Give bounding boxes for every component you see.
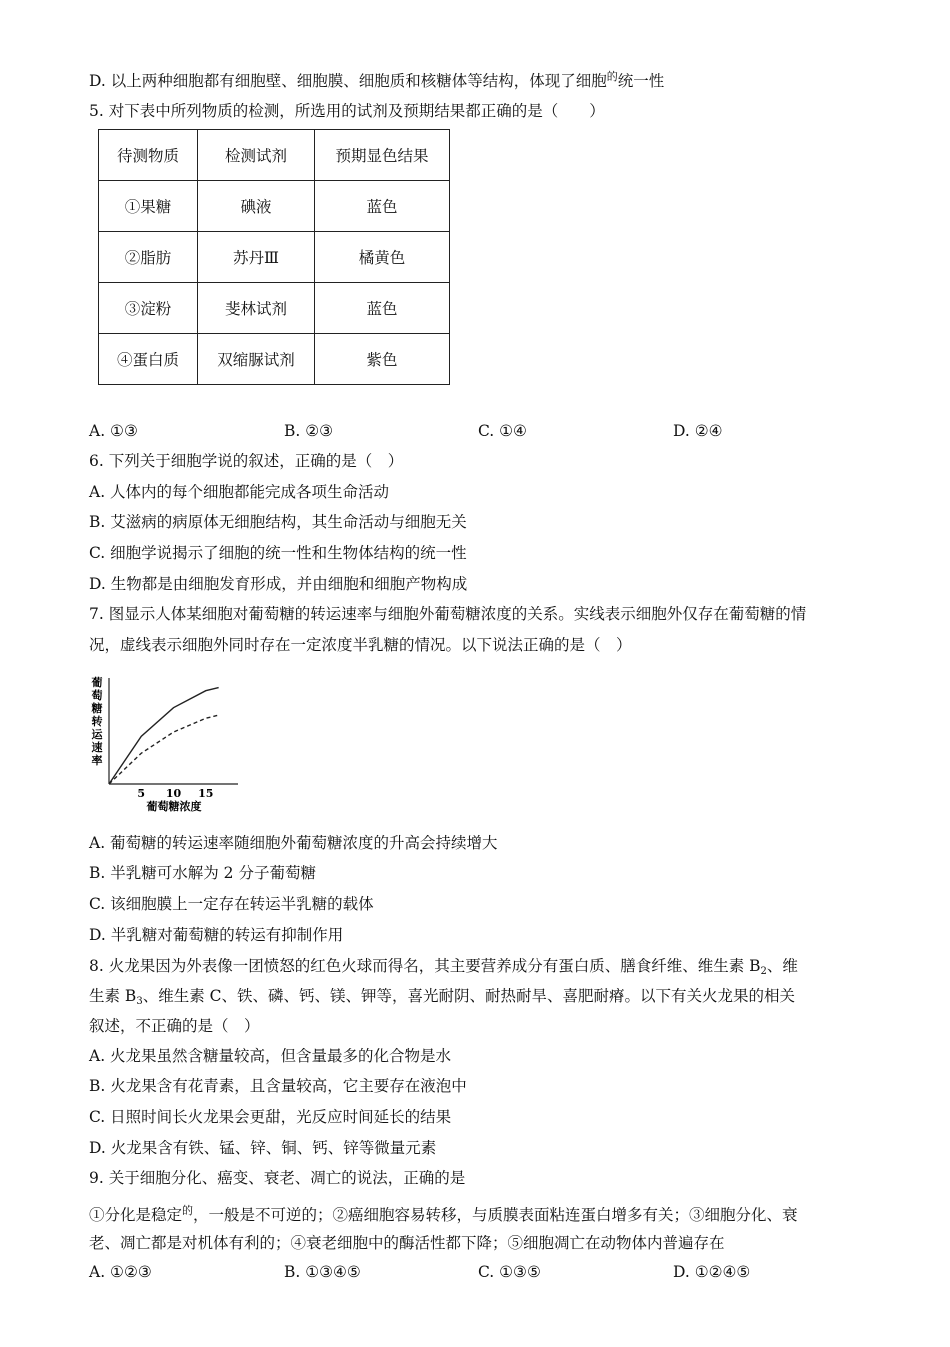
q8-option-c[interactable]: C. 日照时间长火龙果会更甜，光反应时间延长的结果 (89, 1108, 452, 1126)
q5-option-d[interactable]: D. ②④ (673, 422, 723, 440)
transport-rate-chart (88, 670, 258, 820)
y-axis-label (92, 675, 104, 767)
table-row (99, 334, 450, 385)
q5-option-a[interactable]: A. ①③ (89, 422, 138, 440)
x-tick-label: 5 (137, 787, 146, 800)
y-label-char: 率 (91, 754, 103, 767)
q5-option-c[interactable]: C. ①④ (478, 422, 527, 440)
table-cell: 蓝色 (315, 283, 450, 334)
q4-option-d[interactable] (89, 71, 664, 93)
q7-option-c[interactable]: C. 该细胞膜上一定存在转运半乳糖的载体 (89, 895, 374, 913)
x-tick-label: 15 (198, 787, 214, 800)
table-row (99, 181, 450, 232)
q9-stem: 9. 关于细胞分化、癌变、衰老、凋亡的说法，正确的是 (89, 1169, 466, 1187)
y-label-char: 速 (91, 741, 103, 754)
table-header: 预期显色结果 (315, 130, 450, 181)
q9-option-b[interactable]: B. ①③④⑤ (284, 1263, 361, 1281)
q6-option-c[interactable]: C. 细胞学说揭示了细胞的统一性和生物体结构的统一性 (89, 544, 467, 562)
q8-line2-text-end: 、维生素 C、铁、磷、钙、镁、钾等，喜光耐阴、耐热耐旱、喜肥耐瘠。以下有关火龙果的相关 (142, 987, 795, 1005)
q6-stem: 6. 下列关于细胞学说的叙述，正确的是（ ） (89, 452, 404, 470)
q6-option-a[interactable]: A. 人体内的每个细胞都能完成各项生命活动 (89, 483, 390, 501)
table-cell: 双缩脲试剂 (198, 334, 315, 385)
q8-option-a[interactable]: A. 火龙果虽然含糖量较高，但含量最多的化合物是水 (89, 1047, 452, 1065)
table-cell: ③淀粉 (99, 283, 198, 334)
q7-option-a[interactable]: A. 葡萄糖的转运速率随细胞外葡萄糖浓度的升高会持续增大 (89, 834, 498, 852)
table-cell: 紫色 (315, 334, 450, 385)
q8-line2-sub: 3 (136, 996, 143, 1007)
y-label-char (92, 675, 104, 767)
q9-option-c[interactable]: C. ①③⑤ (478, 1263, 541, 1281)
table-cell: 斐林试剂 (198, 283, 315, 334)
table-cell: ④蛋白质 (99, 334, 198, 385)
y-label-char: 转 (91, 715, 103, 728)
q9-line1-text: ①分化是稳定 (89, 1206, 183, 1224)
table-cell: 橘黄色 (315, 232, 450, 283)
q8-line1-text: 8. 火龙果因为外表像一团愤怒的红色火球而得名，其主要营养成分有蛋白质、膳食纤维、维生素 B (89, 957, 761, 975)
table-cell: 碘液 (198, 181, 315, 232)
solid-series-line (109, 688, 219, 784)
q6-option-b[interactable]: B. 艾滋病的病原体无细胞结构，其生命活动与细胞无关 (89, 513, 467, 531)
q8-line1-text-end: 、维 (766, 957, 798, 975)
q8-option-b[interactable]: B. 火龙果含有花青素，且含量较高，它主要存在液泡中 (89, 1077, 467, 1095)
q9-statement-line2: 老、凋亡都是对机体有利的；④衰老细胞中的酶活性都下降；⑤细胞凋亡在动物体内普遍存在 (89, 1234, 725, 1252)
q5-table (98, 129, 450, 385)
table-cell: ①果糖 (99, 181, 198, 232)
q6-option-d[interactable]: D. 生物都是由细胞发育形成，并由细胞和细胞产物构成 (89, 575, 468, 593)
q8-line2-text: 生素 B (89, 987, 137, 1005)
q8-option-d[interactable]: D. 火龙果含有铁、锰、锌、铜、钙、锌等微量元素 (89, 1139, 437, 1157)
q4-option-d-sup: 的 (606, 70, 618, 83)
q4-option-d-text: D. 以上两种细胞都有细胞壁、细胞膜、细胞质和核糖体等结构，体现了细胞 (89, 72, 607, 90)
y-label-char: 糖 (91, 702, 103, 715)
series-layer (109, 688, 219, 784)
q5-stem: 5. 对下表中所列物质的检测，所选用的试剂及预期结果都正确的是（ ） (89, 102, 605, 120)
q8-stem-line1 (89, 956, 798, 979)
table-cell: ②脂肪 (99, 232, 198, 283)
y-label-char: 运 (91, 728, 103, 741)
tick-layer (137, 787, 213, 800)
q9-line1-text-end: ，一般是不可逆的；②癌细胞容易转移，与质膜表面粘连蛋白增多有关；③细胞分化、衰 (193, 1206, 798, 1224)
q8-stem-line2 (89, 986, 795, 1009)
dashed-series-line (109, 715, 219, 784)
q8-line1-sub: 2 (760, 966, 767, 977)
q9-option-a[interactable]: A. ①②③ (89, 1263, 152, 1281)
table-cell: 苏丹Ⅲ (198, 232, 315, 283)
table-row (99, 283, 450, 334)
q7-stem-line1: 7. 图显示人体某细胞对葡萄糖的转运速率与细胞外葡萄糖浓度的关系。实线表示细胞外仅存在葡萄糖的情 (89, 605, 807, 623)
q4-option-d-text-end: 统一性 (617, 72, 665, 90)
q5-option-b[interactable]: B. ②③ (284, 422, 334, 440)
q9-line1-sup: 的 (182, 1204, 194, 1217)
q7-option-b[interactable]: B. 半乳糖可水解为 2 分子葡萄糖 (89, 864, 316, 882)
q9-option-d[interactable]: D. ①②④⑤ (673, 1263, 751, 1281)
q9-statement-line1 (89, 1205, 798, 1227)
y-label-char: 葡 (91, 676, 103, 689)
table-cell: 蓝色 (315, 181, 450, 232)
y-label-char: 萄 (91, 689, 103, 702)
q8-stem-line3: 叙述，不正确的是（ ） (89, 1017, 260, 1035)
x-tick-label: 10 (165, 787, 182, 800)
q7-stem-line2: 况，虚线表示细胞外同时存在一定浓度半乳糖的情况。以下说法正确的是（ ） (89, 636, 632, 654)
x-axis-label: 葡萄糖浓度 (146, 800, 202, 813)
table-row (99, 232, 450, 283)
table-header: 检测试剂 (198, 130, 315, 181)
table-header-row (99, 130, 450, 181)
q7-option-d[interactable]: D. 半乳糖对葡萄糖的转运有抑制作用 (89, 926, 344, 944)
table-header: 待测物质 (99, 130, 198, 181)
